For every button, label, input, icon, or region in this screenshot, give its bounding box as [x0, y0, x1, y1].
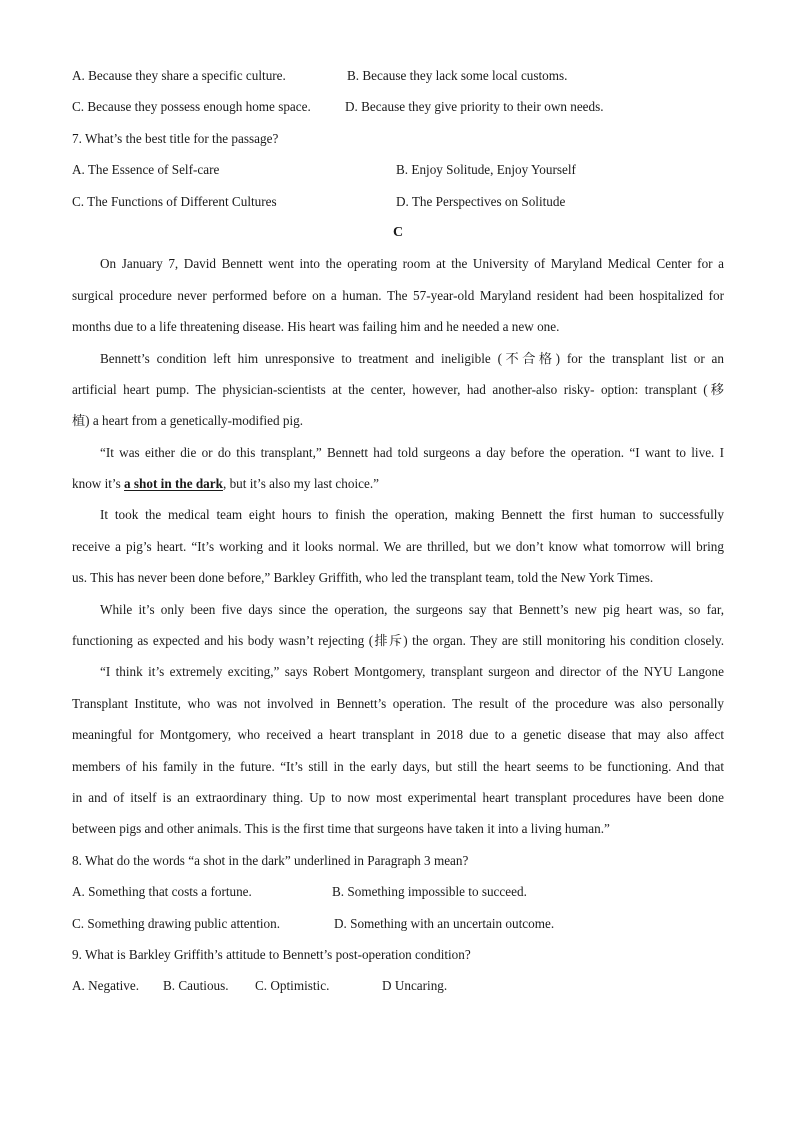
q9-option-c[interactable]: C. Optimistic. — [255, 978, 330, 994]
paragraph-line: Transplant Institute, who was not involved in Bennett’s operation. The result of the procedure was also personally — [72, 695, 724, 711]
paragraph-line — [72, 468, 724, 499]
paragraph-line: receive a pig’s heart. “It’s working and it looks normal. We are thrilled, but we don’t know what tomorrow will bring — [72, 538, 724, 554]
paragraph-line: members of his family in the future. “It’s still in the early days, but still the heart seems to be functioning. And that — [72, 758, 724, 774]
q9-options-row — [72, 970, 724, 1001]
paragraph-line: functioning as expected and his body wasn’t rejecting (排斥) the organ. They are still monitoring his condition closely. — [72, 633, 724, 649]
q8-option-d[interactable]: D. Something with an uncertain outcome. — [334, 915, 555, 931]
paragraph-text: , but it’s also my last choice.” — [222, 476, 379, 492]
q6-option-b[interactable]: B. Because they lack some local customs. — [347, 68, 568, 83]
q9-option-b[interactable]: B. Cautious. — [163, 978, 229, 994]
paragraph-line: artificial heart pump. The physician-scientists at the center, however, had another-also risky- option: transplant (移 — [72, 381, 724, 397]
q6-options-row-2 — [72, 91, 724, 122]
paragraph-line: between pigs and other animals. This is the first time that surgeons have taken it into a living human.” — [72, 821, 610, 837]
paragraph-5 — [72, 594, 724, 657]
q7-option-d[interactable]: D. The Perspectives on Solitude — [396, 193, 566, 209]
q7-options-row-1 — [72, 154, 724, 185]
paragraph-4 — [72, 499, 724, 593]
paragraph-line: It took the medical team eight hours to finish the operation, making Bennett the first human to successfully — [100, 507, 724, 523]
q9-question: 9. What is Barkley Griffith’s attitude to Bennett’s post-operation condition? — [72, 946, 471, 962]
paragraph-line: “It was either die or do this transplant,” Bennett had told surgeons a day before the operation. “I want to live. I — [100, 444, 724, 460]
q7-question: 7. What’s the best title for the passage? — [72, 130, 279, 146]
q6-option-a[interactable]: A. Because they share a specific culture. — [72, 68, 286, 83]
underlined-phrase: a shot in the dark — [124, 476, 223, 492]
paragraph-line: us. This has never been done before,” Barkley Griffith, who led the transplant team, told the New York Times. — [72, 570, 654, 586]
paragraph-3 — [72, 437, 724, 500]
paragraph-line: months due to a life threatening disease. His heart was failing him and he needed a new one. — [72, 319, 560, 335]
q8-question: 8. What do the words “a shot in the dark” underlined in Paragraph 3 mean? — [72, 852, 469, 868]
paragraph-line: meaningful for Montgomery, who received a heart transplant in 2018 due to a genetic disease that may also affect — [72, 727, 724, 743]
q7-option-c[interactable]: C. The Functions of Different Cultures — [72, 193, 277, 209]
q8-options-row-1 — [72, 876, 724, 907]
q8-option-b[interactable]: B. Something impossible to succeed. — [332, 884, 527, 900]
paragraph-line: 植) a heart from a genetically-modified pig. — [72, 413, 304, 429]
q6-option-d[interactable]: D. Because they give priority to their own needs. — [345, 99, 604, 115]
q8-option-c[interactable]: C. Something drawing public attention. — [72, 915, 281, 931]
paragraph-line: “I think it’s extremely exciting,” says Robert Montgomery, transplant surgeon and director of the NYU Langone — [100, 664, 724, 680]
q7-option-a[interactable]: A. The Essence of Self-care — [72, 162, 220, 178]
q8-option-a[interactable]: A. Something that costs a fortune. — [72, 884, 252, 900]
paragraph-line: Bennett’s condition left him unresponsive to treatment and ineligible (不合格) for the transplant list or an — [100, 350, 724, 366]
q9-option-d[interactable]: D Uncaring. — [382, 978, 448, 994]
q6-option-c[interactable]: C. Because they possess enough home space. — [72, 99, 311, 115]
q8-options-row-2 — [72, 908, 724, 939]
paragraph-line: in and of itself is an extraordinary thing. Up to now most experimental heart transplant procedures have been done — [72, 789, 724, 805]
q9-option-a[interactable]: A. Negative. — [72, 978, 140, 994]
q7-options-row-2 — [72, 186, 724, 217]
paragraph-line: surgical procedure never performed before on a human. The 57-year-old Maryland resident had been hospitalized for — [72, 287, 724, 303]
paragraph-line: On January 7, David Bennett went into the operating room at the University of Maryland Medical Center for a — [100, 256, 724, 272]
section-heading: C — [392, 224, 404, 240]
q7-option-b[interactable]: B. Enjoy Solitude, Enjoy Yourself — [396, 162, 576, 178]
paragraph-text: know it’s — [72, 476, 125, 492]
paragraph-2 — [72, 343, 724, 437]
paragraph-line: While it’s only been five days since the operation, the surgeons say that Bennett’s new pig heart was, so far, — [100, 601, 724, 617]
paragraph-6 — [72, 656, 724, 844]
exam-page — [72, 60, 724, 1002]
q6-options-row-1 — [72, 60, 724, 91]
paragraph-1 — [72, 248, 724, 342]
